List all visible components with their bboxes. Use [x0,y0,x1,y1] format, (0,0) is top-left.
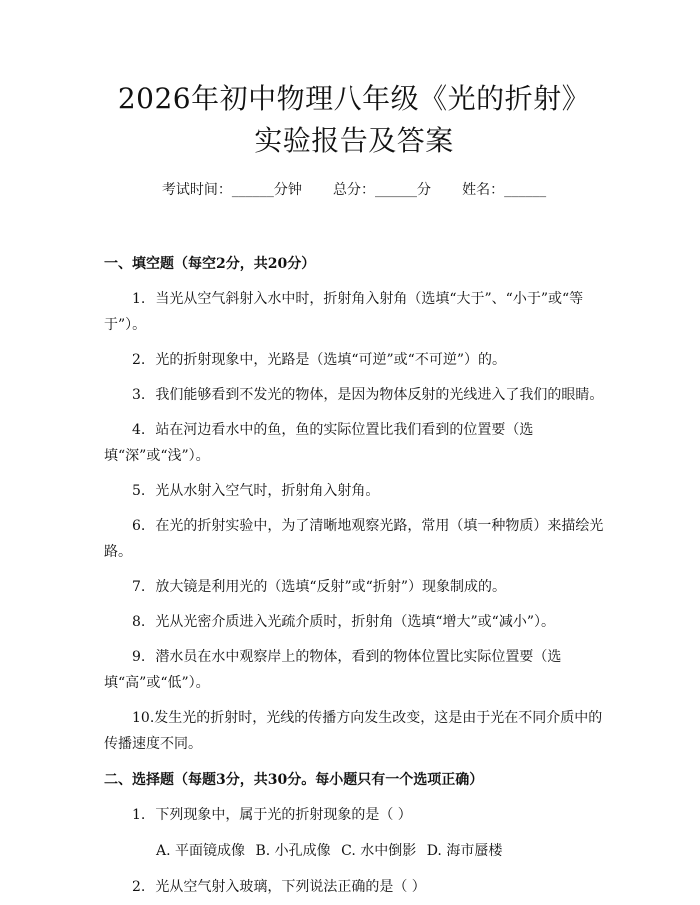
question-text: 下列现象中，属于光的折射现象的是（ ） [155,807,412,823]
list-item [104,574,604,600]
question-text: 光从光密介质进入光疏介质时，折射角（选填“增大”或“减小”）。 [155,614,555,630]
question-text: 光的折射现象中，光路是（选填“可逆”或“不可逆”）的。 [155,352,506,368]
option-c: C. 水中倒影 [341,843,417,859]
question-number: 1. [132,291,146,307]
question-text: 我们能够看到不发光的物体，是因为物体反射的光线进入了我们的眼睛。 [155,387,604,403]
exam-time-field: 考试时间：______分钟 [161,182,302,198]
question-text: 放大镜是利用光的（选填“反射”或“折射”）现象制成的。 [155,579,506,595]
list-item [104,609,604,635]
option-d: D. 海市蜃楼 [426,843,503,859]
fill-blank-list [104,286,604,757]
list-item [104,417,604,469]
list-item [104,802,604,828]
question-number: 1. [132,807,146,823]
question-number: 10. [132,710,155,726]
question-text: 发生光的折射时，光线的传播方向发生改变，这是由于光在不同介质中的传播速度不同。 [104,710,603,752]
question-text: 站在河边看水中的鱼，鱼的实际位置比我们看到的位置要（选填“深”或“浅”）。 [104,422,534,464]
question-number: 9. [132,649,146,665]
question-text: 在光的折射实验中，为了清晰地观察光路，常用（填一种物质）来描绘光路。 [104,518,604,560]
option-a: A. 平面镜成像 [156,843,246,859]
list-item [104,347,604,373]
name-field: 姓名：______ [462,182,547,198]
page-title: 2026年初中物理八年级《光的折射》实验报告及答案 [117,82,591,157]
question-number: 4. [132,422,146,438]
question-number: 3. [132,387,146,403]
question-number: 8. [132,614,146,630]
list-item [104,705,604,757]
list-item [104,874,604,900]
question-number: 2. [132,352,146,368]
list-item [104,286,604,338]
question-text: 潜水员在水中观察岸上的物体，看到的物体位置比实际位置要（选填“高”或“低”）。 [104,649,562,691]
total-score-field: 总分：______分 [333,182,431,198]
exam-meta [104,180,604,200]
question-number: 5. [132,483,146,499]
question-number: 6. [132,518,146,534]
question-text: 当光从空气斜射入水中时，折射角入射角（选填“大于”、“小于”或“等于”）。 [104,291,584,333]
option-b: B. 小孔成像 [255,843,331,859]
section-heading-multiple-choice: 二、选择题（每题3分，共30分。每小题只有一个选项正确） [104,772,484,788]
question-text: 光从空气射入玻璃，下列说法正确的是（ ） [155,879,426,895]
section-heading-fill-blank: 一、填空题（每空2分，共20分） [104,256,316,272]
multiple-choice-list [104,802,604,900]
list-item [104,382,604,408]
question-number: 2. [132,879,146,895]
list-item [104,478,604,504]
list-item [104,644,604,696]
question-number: 7. [132,579,146,595]
answer-options [104,840,604,862]
list-item [104,513,604,565]
question-text: 光从水射入空气时，折射角入射角。 [155,483,380,499]
